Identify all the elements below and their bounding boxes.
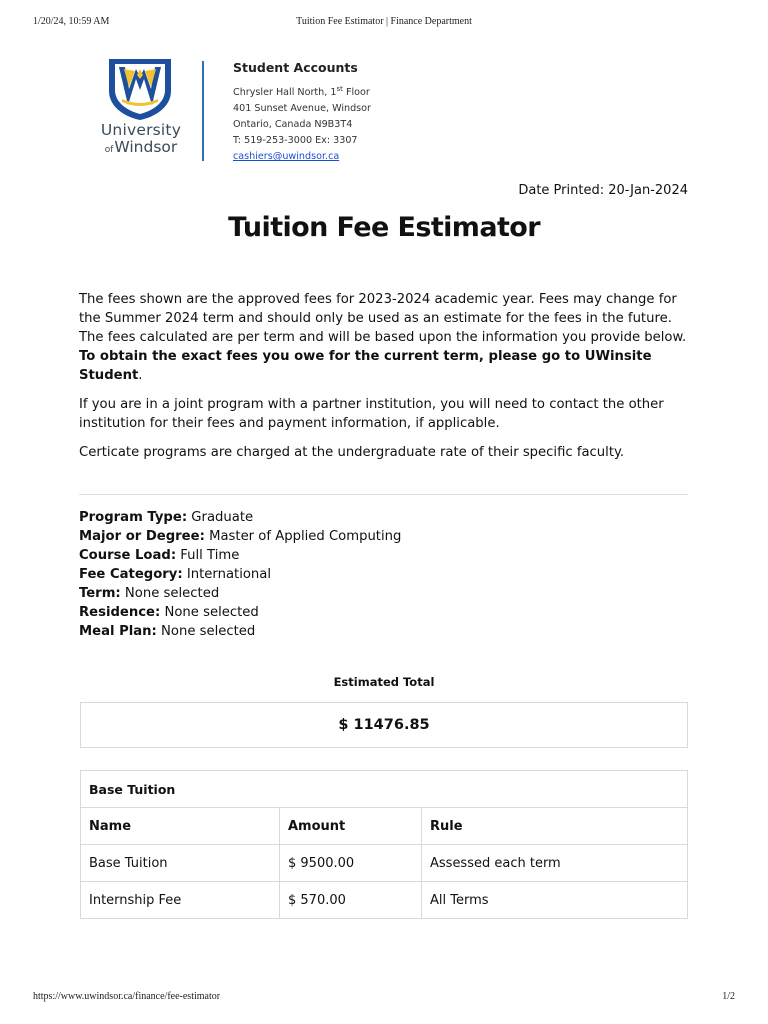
section-divider <box>79 494 688 495</box>
phone-number: T: 519-253-3000 Ex: 3307 <box>233 135 358 147</box>
print-document-title: Tuition Fee Estimator | Finance Department <box>296 16 472 27</box>
print-header <box>33 16 735 30</box>
wordmark-line1: University <box>100 121 182 139</box>
summary-value: None selected <box>164 605 259 620</box>
summary-label: Major or Degree: <box>79 529 205 544</box>
date-printed: Date Printed: 20-Jan-2024 <box>518 183 688 198</box>
fee-table <box>80 770 688 919</box>
selection-summary <box>79 508 401 641</box>
summary-value: Full Time <box>180 548 240 563</box>
summary-row-fee-category <box>79 565 401 584</box>
print-page-number: 1/2 <box>722 991 735 1002</box>
estimated-total-label: Estimated Total <box>333 675 435 689</box>
intro-paragraph-2: If you are in a joint program with a partner institution, you will need to contact the other institution for their fees and payment information, if applicable. <box>79 397 664 431</box>
summary-value: International <box>186 567 272 582</box>
print-url: https://www.uwindsor.ca/finance/fee-estimator <box>33 991 221 1002</box>
address-line3: Ontario, Canada N9B3T4 <box>233 119 353 131</box>
cell-amount: $ 570.00 <box>280 882 422 919</box>
summary-label: Residence: <box>79 605 161 620</box>
summary-value: None selected <box>161 624 256 639</box>
summary-row-residence <box>79 603 401 622</box>
page-title: Tuition Fee Estimator <box>228 212 540 243</box>
column-header-amount: Amount <box>280 808 422 845</box>
summary-value: Graduate <box>191 510 254 525</box>
summary-row-meal-plan <box>79 622 401 641</box>
university-shield-icon <box>95 57 185 121</box>
estimated-total-value: $ 11476.85 <box>338 717 430 733</box>
intro-p1-bold: To obtain the exact fees you owe for the current term, please go to UWinsite Student <box>79 349 652 383</box>
intro-paragraph-3: Certicate programs are charged at the undergraduate rate of their specific faculty. <box>79 445 625 460</box>
summary-value: None selected <box>124 586 220 601</box>
summary-row-course-load <box>79 546 401 565</box>
table-row <box>81 882 688 919</box>
intro-paragraph-1 <box>79 290 691 385</box>
intro-text <box>79 290 691 472</box>
summary-row-program-type <box>79 508 401 527</box>
print-footer <box>33 991 735 1005</box>
cell-rule: All Terms <box>422 882 688 919</box>
address-line1: Chrysler Hall North, 1st Floor <box>233 85 370 99</box>
summary-row-major <box>79 527 401 546</box>
table-header-row <box>81 808 688 845</box>
department-name: Student Accounts <box>233 60 358 75</box>
summary-label: Fee Category: <box>79 567 183 582</box>
table-row <box>81 845 688 882</box>
summary-label: Meal Plan: <box>79 624 157 639</box>
university-wordmark <box>96 121 186 158</box>
cell-rule: Assessed each term <box>422 845 688 882</box>
table-section-title: Base Tuition <box>81 771 688 808</box>
cell-name: Internship Fee <box>81 882 280 919</box>
intro-p1-end: . <box>138 368 143 383</box>
column-header-rule: Rule <box>422 808 688 845</box>
summary-label: Term: <box>79 586 121 601</box>
print-timestamp: 1/20/24, 10:59 AM <box>33 16 110 27</box>
column-header-name: Name <box>81 808 280 845</box>
estimated-total-box <box>80 702 688 748</box>
wordmark-windsor: Windsor <box>114 138 178 156</box>
address-line2: 401 Sunset Avenue, Windsor <box>233 103 371 115</box>
summary-label: Course Load: <box>79 548 177 563</box>
table-section-row <box>81 771 688 808</box>
cell-amount: $ 9500.00 <box>280 845 422 882</box>
wordmark-prefix: of <box>104 145 114 155</box>
summary-label: Program Type: <box>79 510 188 525</box>
cell-name: Base Tuition <box>81 845 280 882</box>
intro-p1-normal: The fees shown are the approved fees for 2023-2024 academic year. Fees may change for the Summer 2024 term and should only be used as an estimate for the fees in the future. The fees calculated are per term and will be based upon the information you provide below. <box>79 292 687 345</box>
header-divider <box>202 61 204 161</box>
email-link[interactable]: cashiers@uwindsor.ca <box>233 151 340 163</box>
summary-value: Master of Applied Computing <box>209 529 402 544</box>
wordmark-line2 <box>96 139 186 158</box>
contact-block <box>233 60 393 165</box>
summary-row-term <box>79 584 401 603</box>
